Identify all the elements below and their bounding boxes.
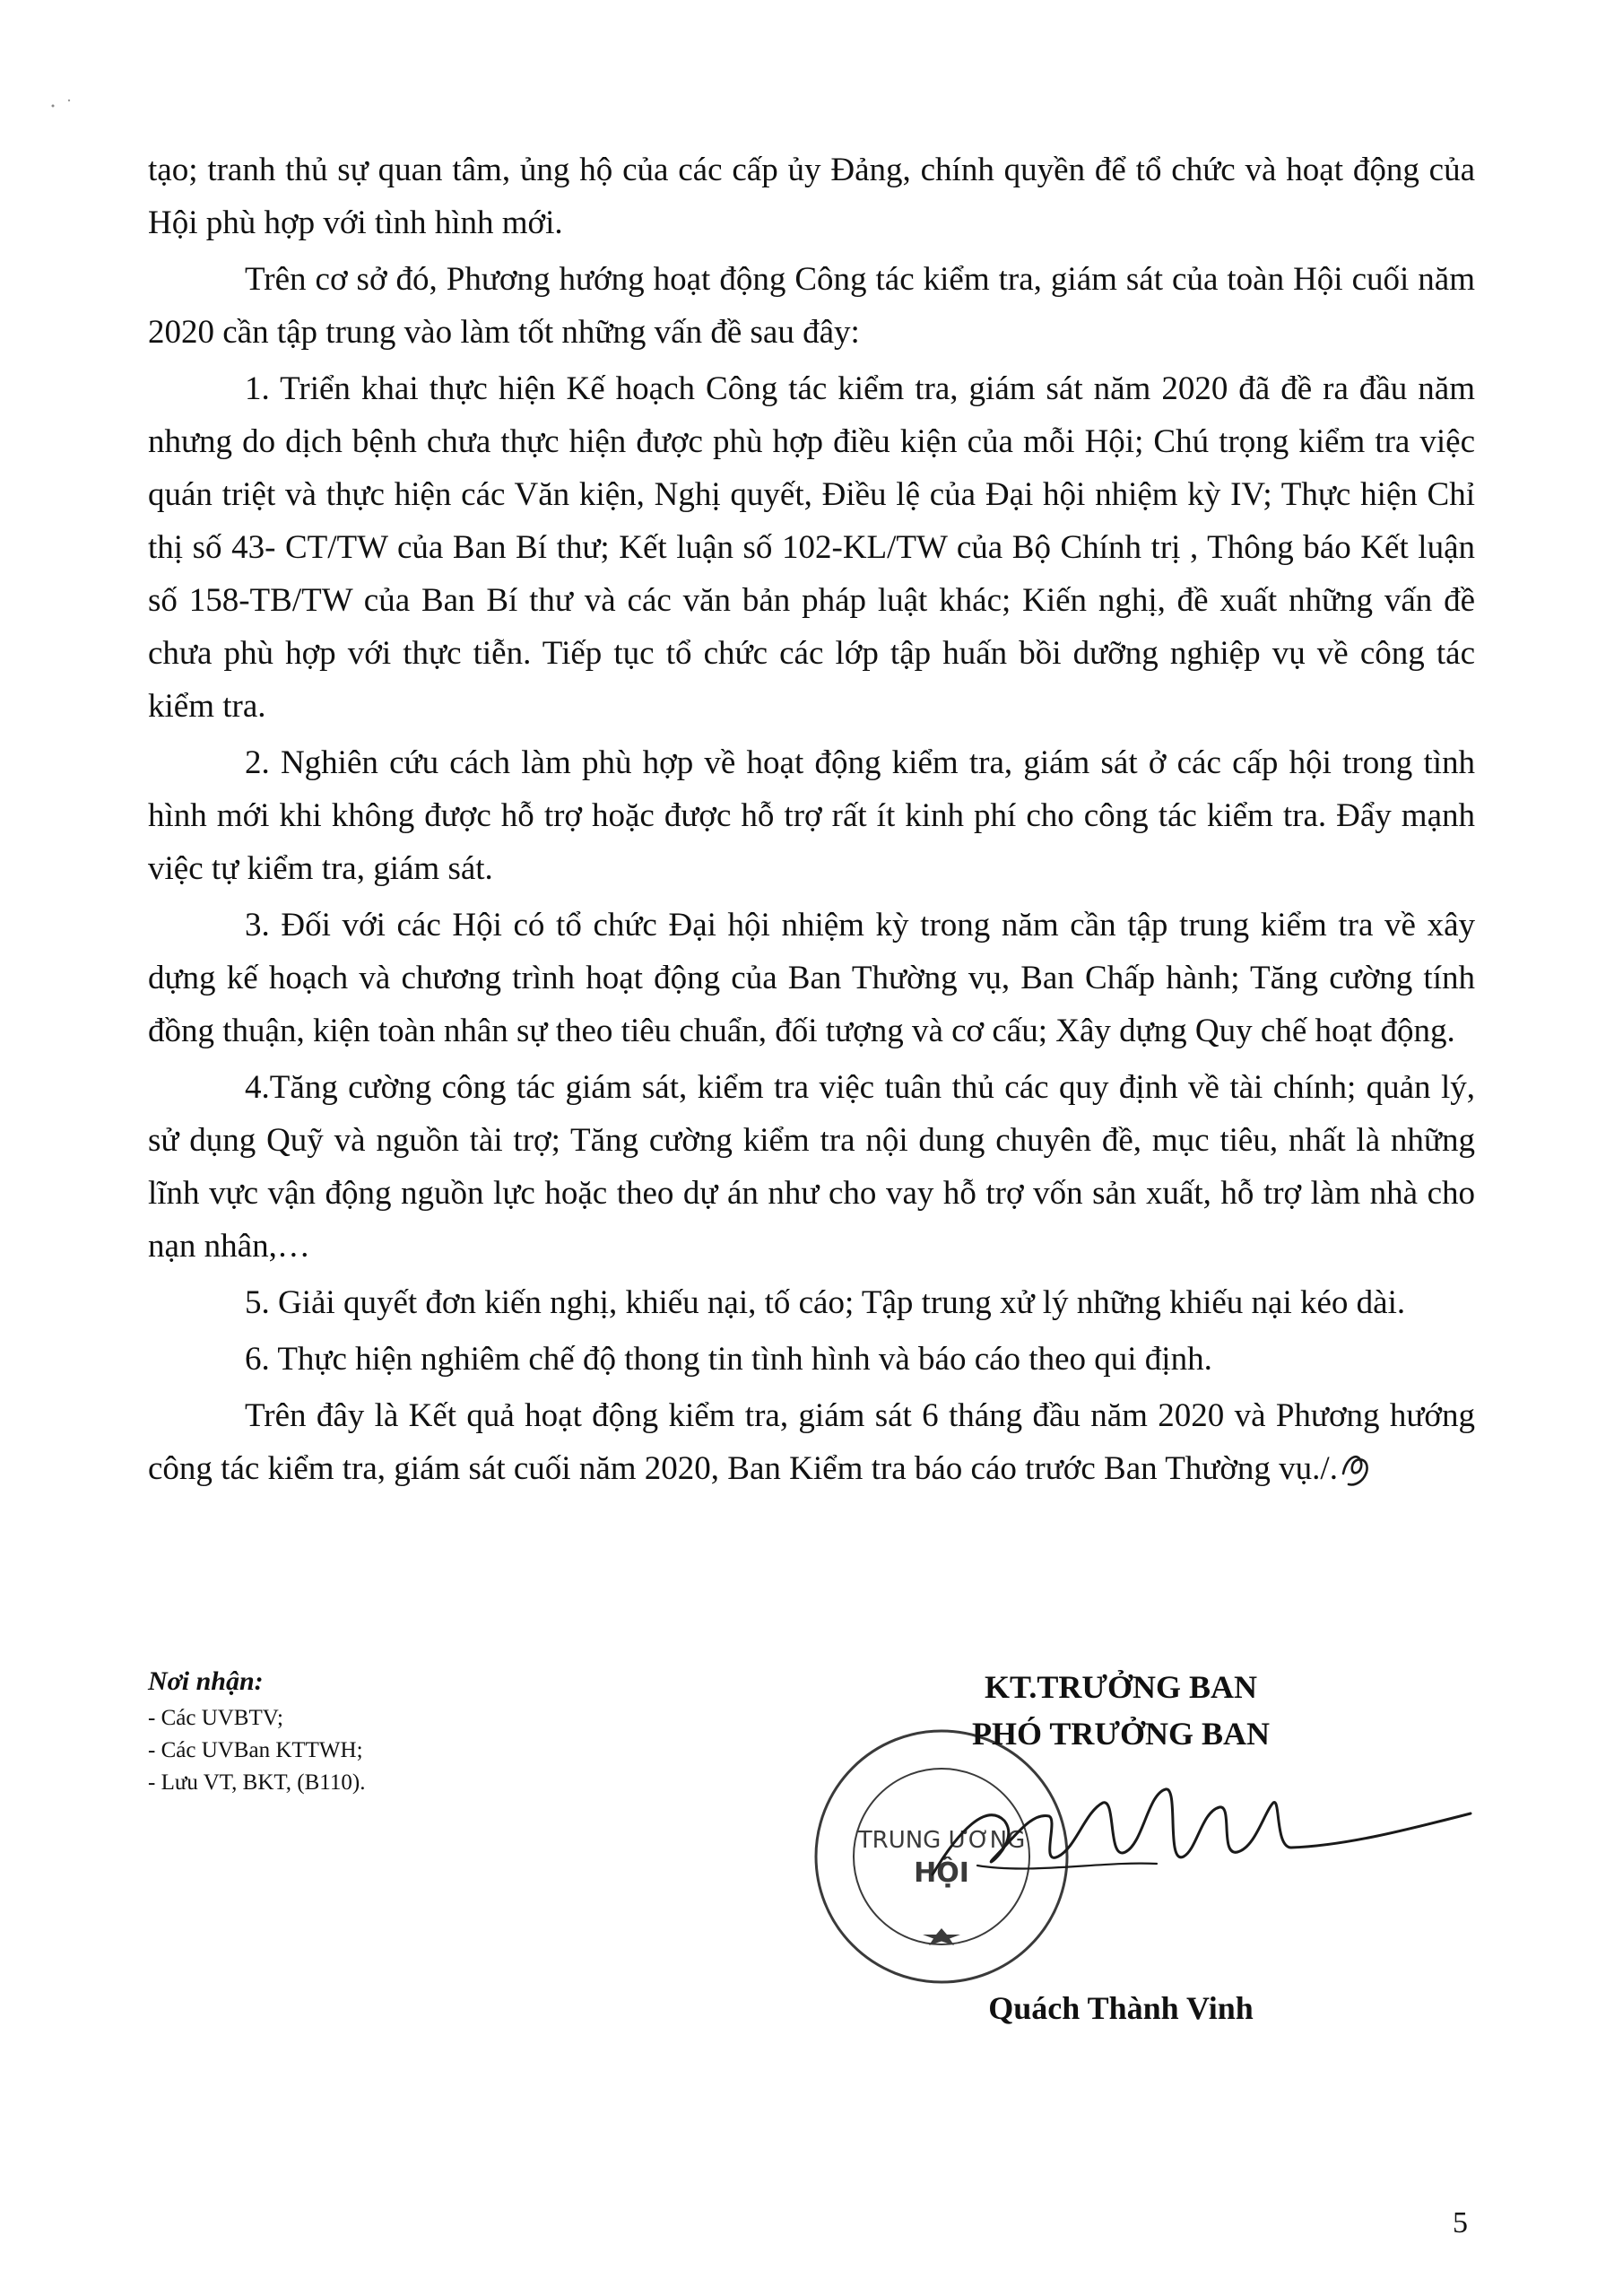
signature-block [789,1659,1453,2054]
signatory-name: Quách Thành Vinh [988,1990,1254,2026]
signature-title-line2: PHÓ TRƯỞNG BAN [971,1716,1270,1752]
signature-title-line1: KT.TRƯỞNG BAN [984,1669,1257,1705]
closing-text: Trên đây là Kết quả hoạt động kiểm tra, giám sát 6 tháng đầu năm 2020 và Phương hướng công tác kiểm tra, giám sát cuối năm 2020, Ban Kiểm tra báo cáo trước Ban Thường vụ./. [148,1397,1475,1487]
paragraph-item-5: 5. Giải quyết đơn kiến nghị, khiếu nại, tố cáo; Tập trung xử lý những khiếu nại kéo dài. [245,1284,1406,1321]
paragraph-continuation: tạo; tranh thủ sự quan tâm, ủng hộ của các cấp ủy Đảng, chính quyền để tổ chức và hoạt động của Hội phù hợp với tình hình mới. [148,152,1475,241]
page-number: 5 [1453,2206,1468,2239]
svg-text:HỘI: HỘI [914,1857,969,1889]
recipient-item: - Lưu VT, BKT, (B110). [148,1770,366,1795]
recipients-block [148,1666,776,1799]
scan-speck-icon [49,97,76,109]
paragraph-item-1: 1. Triển khai thực hiện Kế hoạch Công tác kiểm tra, giám sát năm 2020 đã đề ra đầu năm nhưng do dịch bệnh chưa thực hiện được phù hợp điều kiện của mỗi Hội; Chú trọng kiểm tra việc quán triệt và thực hiện các Văn kiện, Nghị quyết, Điều lệ của Đại hội nhiệm kỳ IV; Thực hiện Chỉ thị số 43- CT/TW của Ban Bí thư; Kết luận số 102-KL/TW của Bộ Chính trị , Thông báo Kết luận số 158-TB/TW của Ban Bí thư và các văn bản pháp luật khác; Kiến nghị, đề xuất những vấn đề chưa phù hợp với thực tiễn. Tiếp tục tổ chức các lớp tập huấn bồi dưỡng nghiệp vụ về công tác kiểm tra. [148,370,1475,725]
paragraph-direction-intro: Trên cơ sở đó, Phương hướng hoạt động Công tác kiểm tra, giám sát của toàn Hội cuối năm 2020 cần tập trung vào làm tốt những vấn đề sau đây: [148,261,1475,351]
paragraph-closing [148,1389,1475,1495]
document-body [148,144,1475,1495]
handwritten-signature-icon [924,1776,1480,1901]
paragraph-item-6: 6. Thực hiện nghiêm chế độ thong tin tình hình và báo cáo theo qui định. [245,1341,1212,1378]
paragraph-item-4: 4.Tăng cường công tác giám sát, kiểm tra việc tuân thủ các quy định về tài chính; quản lý, sử dụng Quỹ và nguồn tài trợ; Tăng cường kiểm tra nội dung chuyên đề, mục tiêu, nhất là những lĩnh vực vận động nguồn lực hoặc theo dự án như cho vay hỗ trợ vốn sản xuất, hỗ trợ làm nhà cho nạn nhân,… [148,1069,1475,1265]
recipient-item: - Các UVBan KTTWH; [148,1738,363,1762]
svg-text:TRUNG ƯƠNG: TRUNG ƯƠNG [857,1827,1026,1854]
recipients-list [148,1702,776,1799]
paragraph-item-3: 3. Đối với các Hội có tổ chức Đại hội nhiệm kỳ trong năm cần tập trung kiểm tra về xây dựng kế hoạch và chương trình hoạt động của Ban Thường vụ, Ban Chấp hành; Tăng cường tính đồng thuận, kiện toàn nhân sự theo tiêu chuẩn, đối tượng và cơ cấu; Xây dựng Quy chế hoạt động. [148,907,1475,1049]
recipients-heading: Nơi nhận: [148,1666,264,1696]
paragraph-item-2: 2. Nghiên cứu cách làm phù hợp về hoạt động kiểm tra, giám sát ở các cấp hội trong tình hình mới khi không được hỗ trợ hoặc được hỗ trợ rất ít kinh phí cho công tác kiểm tra. Đẩy mạnh việc tự kiểm tra, giám sát. [148,744,1475,887]
recipient-item: - Các UVBTV; [148,1706,283,1730]
initial-flourish-icon [1340,1447,1376,1488]
